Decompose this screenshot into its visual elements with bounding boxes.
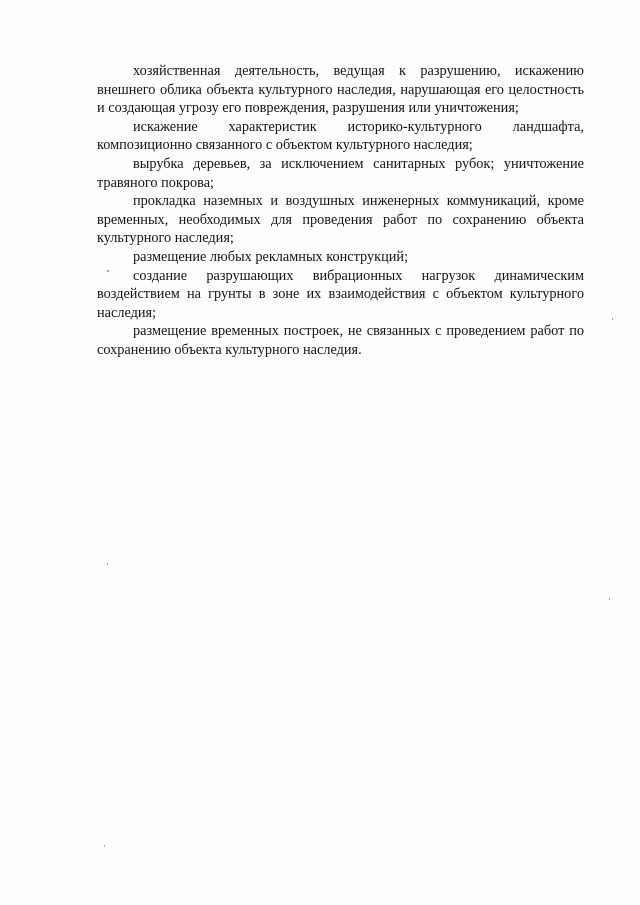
paragraph-economic-activity: хозяйственная деятельность, ведущая к разрушению, искажению внешнего облика объекта культурного наследия, нарушающая его целостность и создающая угрозу его повреждения, разрушения или уничтожения; [97,63,584,117]
scan-speck [107,563,108,565]
paragraph-communications: прокладка наземных и воздушных инженерных коммуникаций, кроме временных, необходимых для проведения работ по сохранению объекта культурного наследия; [97,193,584,247]
scan-speck [104,845,105,847]
scan-speck [107,270,109,272]
scan-speck [612,318,613,320]
paragraph-tree-felling: вырубка деревьев, за исключением санитарных рубок; уничтожение травяного покрова; [97,155,584,191]
scan-speck [609,598,610,600]
paragraph-landscape-distortion: искажение характеристик историко-культурного ландшафта, композиционно связанного с объектом культурного наследия; [97,118,584,154]
paragraph-vibration-loads: создание разрушающих вибрационных нагрузок динамическим воздействием на грунты в зоне их взаимодействия с объектом культурного наследия; [97,267,584,321]
document-text [97,62,584,360]
paragraph-advertising: размещение любых рекламных конструкций; [133,248,409,265]
paragraph-temporary-buildings: размещение временных построек, не связанных с проведением работ по сохранению объекта культурного наследия. [97,323,584,358]
